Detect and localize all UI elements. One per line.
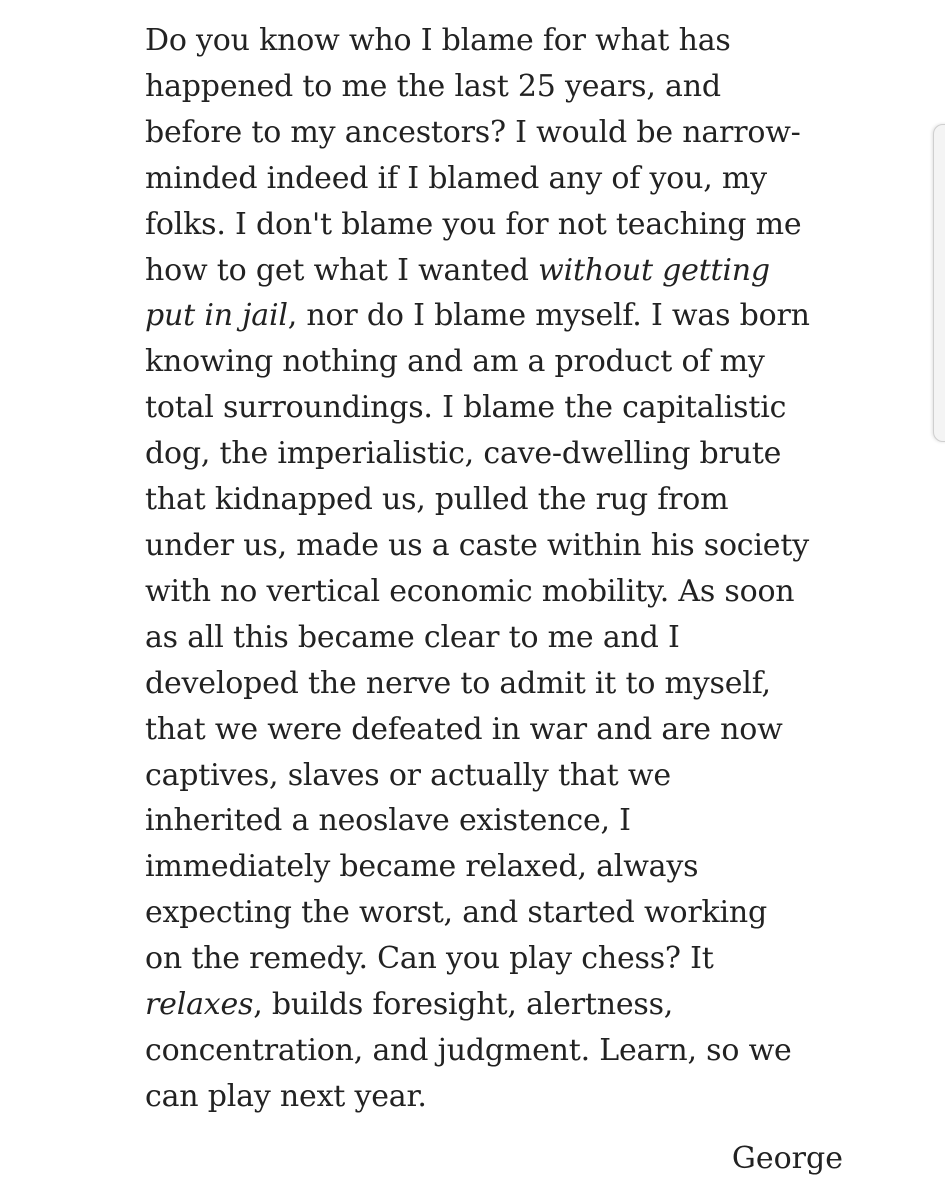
letter-body [145,18,865,1120]
text-line [145,431,865,477]
text-run: captives, slaves or actually that we [145,757,671,793]
text-run: total surroundings. I blame the capitalistic [145,390,787,426]
text-line [145,339,865,385]
text-line [145,982,865,1028]
text-run: folks. I don't blame you for not teaching me [145,206,802,242]
scrollbar-handle[interactable] [933,124,945,442]
text-run: as all this became clear to me and I [145,619,680,655]
text-line [145,64,865,110]
text-line [145,615,865,661]
scrollbar[interactable] [933,124,945,440]
text-run: how to get what I wanted [145,252,539,288]
text-run: expecting the worst, and started working [145,895,767,931]
italic-text: relaxes [145,987,254,1023]
text-run: under us, made us a caste within his society [145,527,809,563]
text-run: that we were defeated in war and are now [145,711,783,747]
text-line [145,1074,865,1120]
text-run: happened to me the last 25 years, and [145,68,721,104]
text-line [145,248,865,294]
text-line [145,110,865,156]
text-run: that kidnapped us, pulled the rug from [145,482,729,518]
text-run: , builds foresight, alertness, [253,987,674,1023]
text-run: minded indeed if I blamed any of you, my [145,160,767,196]
text-run: inherited a neoslave existence, I [145,803,631,839]
text-line [145,202,865,248]
text-run: Do you know who I blame for what has [145,23,731,58]
text-line [145,18,865,64]
text-run: knowing nothing and am a product of my [145,344,765,380]
text-line [145,156,865,202]
text-run: immediately became relaxed, always [145,849,699,885]
text-line [145,798,865,844]
text-line [145,569,865,615]
text-run: on the remedy. Can you play chess? It [145,941,714,977]
text-run: concentration, and judgment. Learn, so we [145,1032,792,1068]
text-line [145,385,865,431]
text-run: with no vertical economic mobility. As soon [145,573,795,609]
text-line [145,844,865,890]
signature: George [731,1141,843,1176]
text-line [145,523,865,569]
text-run: dog, the imperialistic, cave-dwelling brute [145,436,782,472]
text-run: developed the nerve to admit it to myself, [145,665,771,701]
text-run: can play next year. [145,1078,427,1114]
text-line [145,1028,865,1074]
text-line [145,293,865,339]
text-line [145,890,865,936]
text-run: , nor do I blame myself. I was born [287,298,810,334]
text-line [145,936,865,982]
text-line [145,707,865,753]
text-run: before to my ancestors? I would be narrow- [145,114,801,150]
text-line [145,477,865,523]
italic-text: without getting [538,252,770,288]
text-line [145,661,865,707]
text-line [145,753,865,799]
italic-text: put in jail [145,298,288,334]
